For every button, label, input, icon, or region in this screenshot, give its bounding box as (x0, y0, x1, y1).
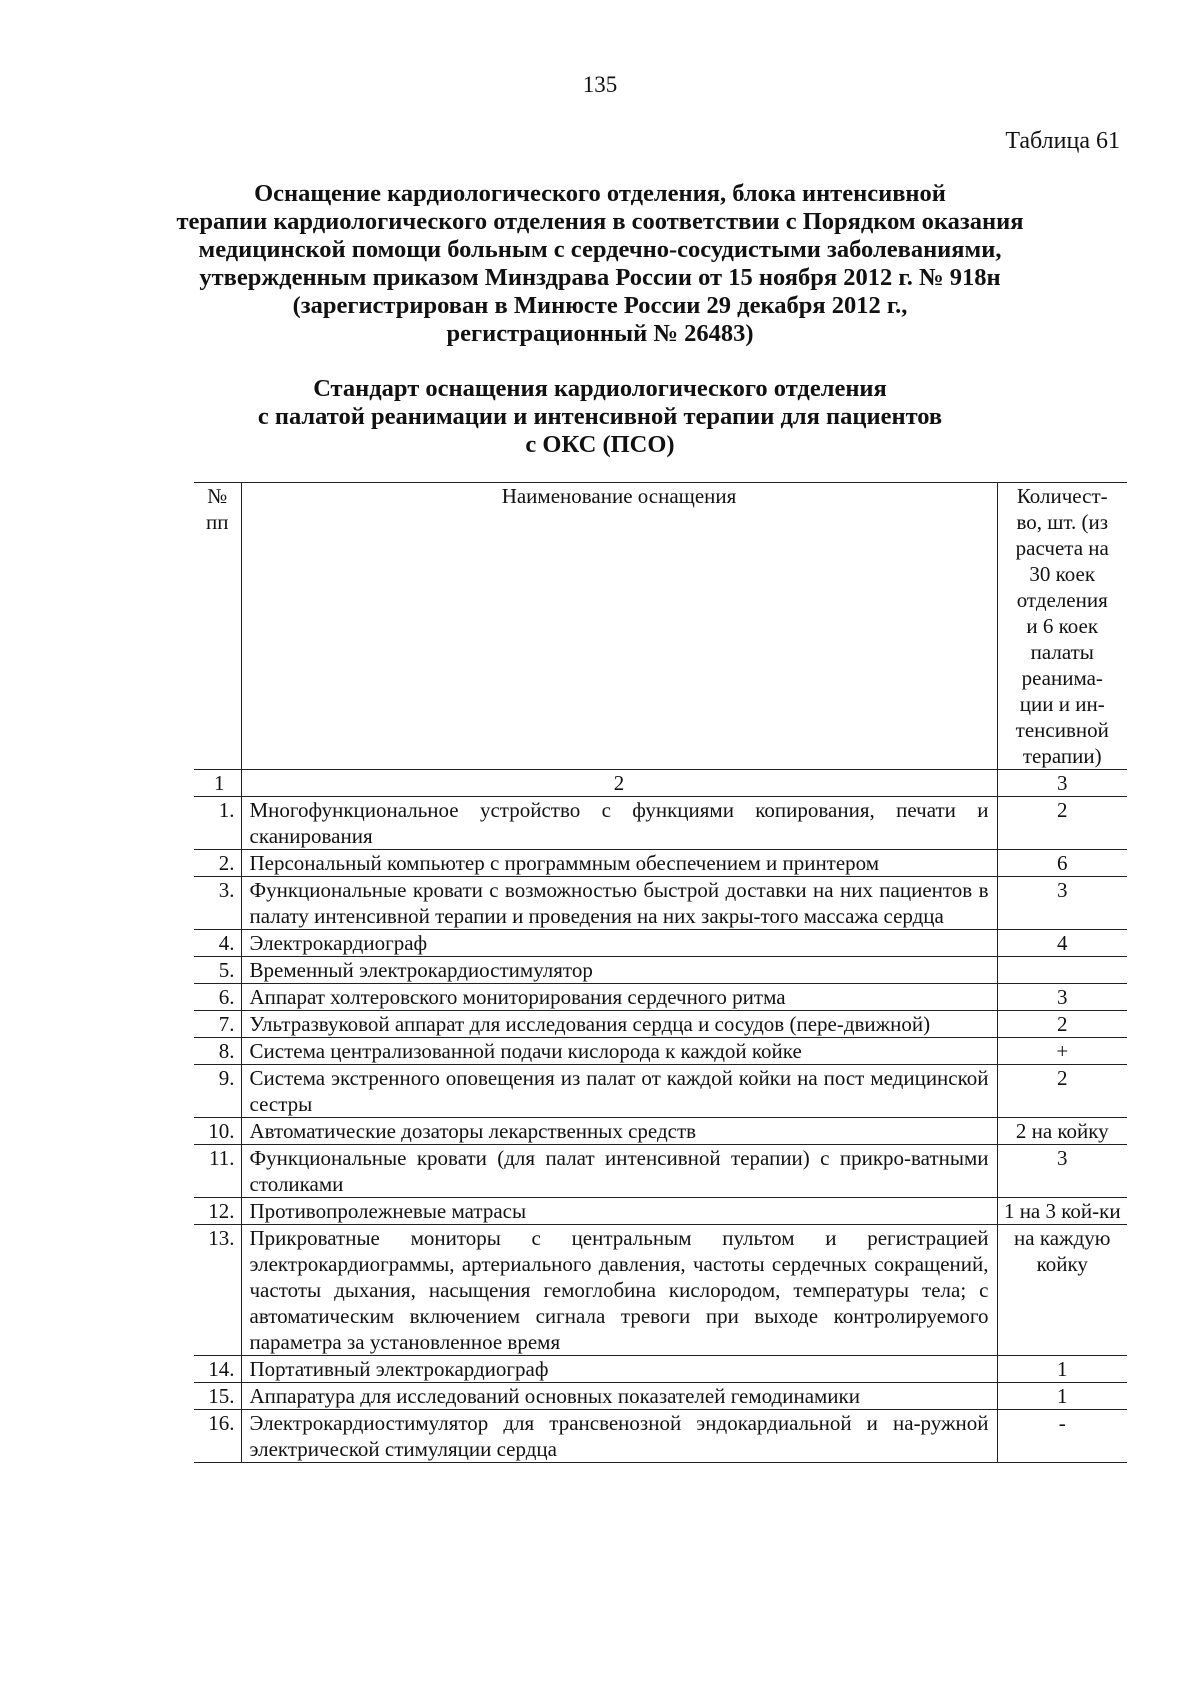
table-index-row (194, 770, 1127, 797)
equipment-name: Система экстренного оповещения из палат от каждой койки на пост медицинской сестры (241, 1065, 997, 1118)
table-label: Таблица 61 (1005, 128, 1120, 154)
equipment-quantity: 1 (997, 1383, 1127, 1410)
page-number: 135 (582, 72, 618, 97)
title-line: терапии кардиологического отделения в соответствии с Порядком оказания (176, 208, 1024, 235)
equipment-name: Временный электрокардиостимулятор (241, 957, 997, 984)
equipment-quantity: 3 (997, 984, 1127, 1011)
row-number: 14. (194, 1356, 241, 1383)
row-number: 15. (194, 1383, 241, 1410)
index-cell: 2 (241, 770, 997, 797)
equipment-quantity: 3 (997, 1145, 1127, 1198)
equipment-quantity: на каждую койку (997, 1225, 1127, 1356)
table-row (194, 1356, 1127, 1383)
header-qty-line: расчета на (1015, 536, 1109, 560)
equipment-name: Прикроватные мониторы с центральным пультом и регистрацией электрокардиограммы, артериального давления, частоты сердечных сокращений, частоты дыхания, насыщения гемоглобина кислородом, температуры тела; с автоматическим включением сигнала тревоги при выходе контролируемого параметра за установленное время (241, 1225, 997, 1356)
table-row (194, 1038, 1127, 1065)
row-number: 1. (194, 797, 241, 850)
header-qty-line: терапии) (1022, 744, 1102, 768)
header-num-line: пп (206, 510, 229, 534)
table-row (194, 797, 1127, 850)
header-qty-line: реанима- (1021, 666, 1103, 690)
equipment-name: Портативный электрокардиограф (241, 1356, 997, 1383)
table-row (194, 850, 1127, 877)
equipment-quantity: 1 на 3 кой-ки (997, 1198, 1127, 1225)
header-qty-line: ции и ин- (1019, 692, 1105, 716)
equipment-quantity (997, 957, 1127, 984)
title-line: утвержденным приказом Минздрава России от 15 ноября 2012 г. № 918н (199, 264, 1001, 291)
row-number: 2. (194, 850, 241, 877)
header-qty-line: во, шт. (из (1016, 510, 1109, 534)
row-number: 8. (194, 1038, 241, 1065)
equipment-quantity: 2 на койку (997, 1118, 1127, 1145)
row-number: 12. (194, 1198, 241, 1225)
row-number: 13. (194, 1225, 241, 1356)
row-number: 3. (194, 877, 241, 930)
row-number: 4. (194, 930, 241, 957)
equipment-name: Аппарат холтеровского мониторирования сердечного ритма (241, 984, 997, 1011)
equipment-name: Многофункциональное устройство с функциями копирования, печати и сканирования (241, 797, 997, 850)
title-line: (зарегистрирован в Минюсте России 29 декабря 2012 г., (292, 292, 908, 319)
equipment-quantity: - (997, 1410, 1127, 1463)
table-row (194, 1198, 1127, 1225)
table-row (194, 1011, 1127, 1038)
equipment-quantity: 2 (997, 1011, 1127, 1038)
equipment-quantity: 3 (997, 877, 1127, 930)
equipment-quantity: 2 (997, 1065, 1127, 1118)
document-title (120, 180, 1080, 348)
equipment-quantity: 2 (997, 797, 1127, 850)
header-qty-line: Количест- (1016, 484, 1108, 508)
title-line: Оснащение кардиологического отделения, блока интенсивной (254, 180, 946, 207)
index-cell: 1 (194, 770, 241, 797)
equipment-name: Электрокардиограф (241, 930, 997, 957)
table-row (194, 877, 1127, 930)
equipment-table (194, 482, 1127, 1463)
equipment-quantity: 6 (997, 850, 1127, 877)
index-cell: 3 (997, 770, 1127, 797)
title-line: медицинской помощи больным с сердечно-сосудистыми заболеваниями, (198, 236, 1002, 263)
equipment-quantity: + (997, 1038, 1127, 1065)
table-row (194, 957, 1127, 984)
row-number: 6. (194, 984, 241, 1011)
table-row (194, 1145, 1127, 1198)
equipment-name: Функциональные кровати (для палат интенсивной терапии) с прикро-ватными столиками (241, 1145, 997, 1198)
subtitle-line: Стандарт оснащения кардиологического отделения (313, 375, 887, 402)
document-subtitle (120, 375, 1080, 459)
header-qty-line: 30 коек (1029, 562, 1096, 586)
equipment-name: Электрокардиостимулятор для трансвенозной эндокардиальной и на-ружной электрической стимуляции сердца (241, 1410, 997, 1463)
table-row (194, 1410, 1127, 1463)
header-num (194, 483, 241, 770)
equipment-name: Противопролежневые матрасы (241, 1198, 997, 1225)
header-qty-line: палаты (1030, 640, 1094, 664)
table-row (194, 984, 1127, 1011)
equipment-name: Аппаратура для исследований основных показателей гемодинамики (241, 1383, 997, 1410)
row-number: 10. (194, 1118, 241, 1145)
header-qty-line: тенсивной (1015, 718, 1109, 742)
header-qty (997, 483, 1127, 770)
row-number: 16. (194, 1410, 241, 1463)
table-row (194, 1225, 1127, 1356)
equipment-quantity: 1 (997, 1356, 1127, 1383)
table-row (194, 930, 1127, 957)
table-row (194, 1118, 1127, 1145)
equipment-quantity: 4 (997, 930, 1127, 957)
header-qty-line: и 6 коек (1026, 614, 1099, 638)
table-header-row (194, 483, 1127, 770)
equipment-name: Функциональные кровати с возможностью быстрой доставки на них пациентов в палату интенсивной терапии и проведения на них закры-того массажа сердца (241, 877, 997, 930)
table-row (194, 1383, 1127, 1410)
equipment-name: Ультразвуковой аппарат для исследования сердца и сосудов (пере-движной) (241, 1011, 997, 1038)
row-number: 9. (194, 1065, 241, 1118)
subtitle-line: с ОКС (ПСО) (525, 431, 675, 458)
header-qty-line: отделения (1016, 588, 1108, 612)
title-line: регистрационный № 26483) (446, 320, 754, 347)
equipment-name: Персональный компьютер с программным обеспечением и принтером (241, 850, 997, 877)
row-number: 7. (194, 1011, 241, 1038)
table-row (194, 1065, 1127, 1118)
subtitle-line: с палатой реанимации и интенсивной терапии для пациентов (257, 403, 943, 430)
header-name: Наименование оснащения (241, 483, 997, 770)
equipment-name: Автоматические дозаторы лекарственных средств (241, 1118, 997, 1145)
header-num-line: № (207, 484, 228, 508)
equipment-name: Система централизованной подачи кислорода к каждой койке (241, 1038, 997, 1065)
row-number: 11. (194, 1145, 241, 1198)
row-number: 5. (194, 957, 241, 984)
